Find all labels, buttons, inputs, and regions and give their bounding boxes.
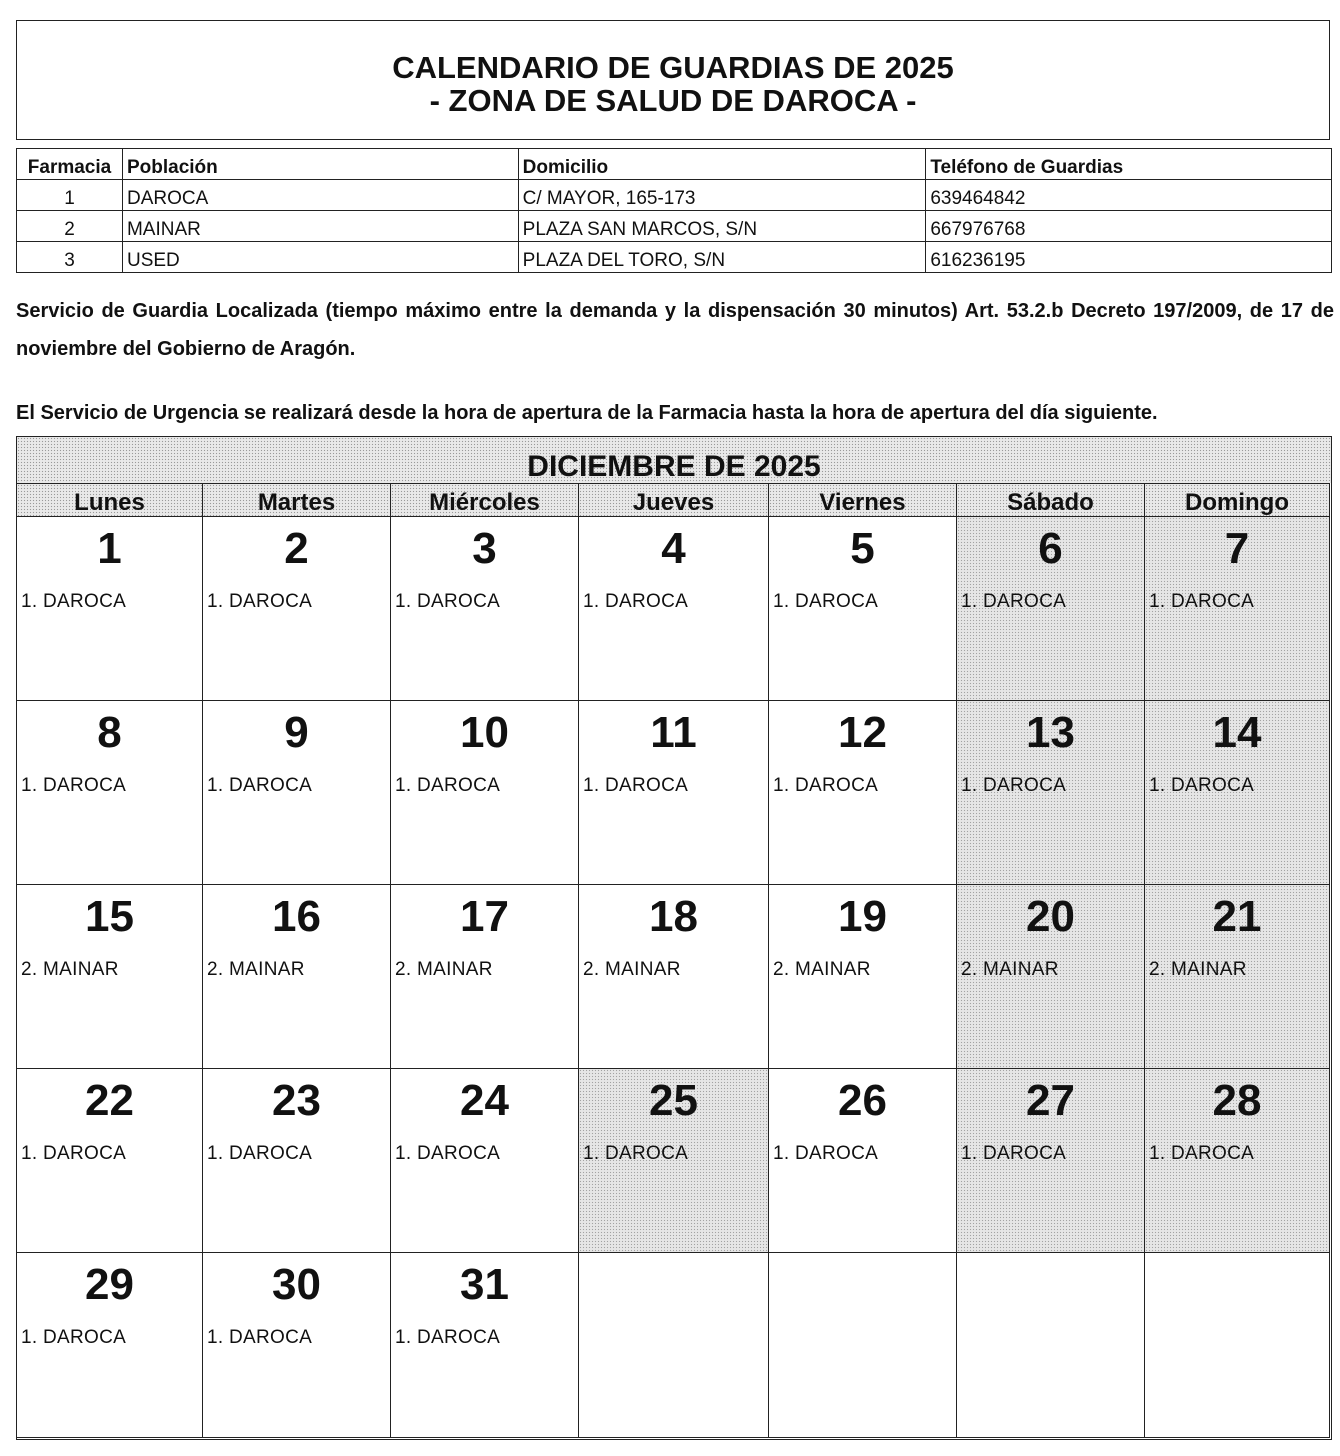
calendar-header <box>17 437 1331 483</box>
day-number: 25 <box>649 1076 698 1125</box>
day-number: 6 <box>1038 524 1063 573</box>
day-number: 29 <box>85 1260 134 1309</box>
poblacion: MAINAR <box>122 211 518 242</box>
day-cell <box>391 1253 579 1438</box>
day-cell <box>203 1253 391 1438</box>
day-cell <box>579 517 769 701</box>
day-number: 21 <box>1212 892 1262 941</box>
day-cell <box>17 1253 203 1438</box>
day-cell <box>391 885 579 1069</box>
duty-pharmacy: 1. DAROCA <box>395 591 501 612</box>
weekday-header: Jueves <box>579 483 769 517</box>
duty-pharmacy: 2. MAINAR <box>583 959 681 980</box>
day-number: 17 <box>460 892 509 941</box>
day-number: 14 <box>1212 708 1262 757</box>
day-cell <box>1145 701 1330 885</box>
day-number: 26 <box>838 1076 887 1125</box>
duty-pharmacy: 1. DAROCA <box>21 775 127 796</box>
col-poblacion: Población <box>122 149 518 180</box>
table-row <box>17 242 1332 273</box>
day-cell <box>203 517 391 701</box>
weekday-header: Miércoles <box>391 483 579 517</box>
duty-pharmacy: 1. DAROCA <box>583 1143 689 1164</box>
day-cell <box>203 885 391 1069</box>
duty-pharmacy: 1. DAROCA <box>583 775 689 796</box>
day-cell <box>769 701 957 885</box>
day-cell <box>17 1069 203 1253</box>
day-number: 10 <box>460 708 509 757</box>
duty-pharmacy: 2. MAINAR <box>207 959 305 980</box>
domicilio: C/ MAYOR, 165-173 <box>518 180 926 211</box>
duty-pharmacy: 1. DAROCA <box>207 1143 313 1164</box>
empty-day-cell <box>1145 1253 1330 1438</box>
telefono: 639464842 <box>926 180 1332 211</box>
weekday-header: Sábado <box>957 483 1145 517</box>
telefono: 667976768 <box>926 211 1332 242</box>
day-cell <box>957 885 1145 1069</box>
duty-pharmacy: 1. DAROCA <box>961 591 1067 612</box>
day-number: 9 <box>284 708 309 757</box>
title-box <box>16 20 1330 140</box>
duty-pharmacy: 2. MAINAR <box>773 959 871 980</box>
month-title: DICIEMBRE DE 2025 <box>527 450 821 483</box>
day-number: 18 <box>649 892 698 941</box>
page-subtitle: - ZONA DE SALUD DE DAROCA - <box>429 83 917 118</box>
day-cell <box>391 1069 579 1253</box>
day-cell <box>579 701 769 885</box>
table-row <box>17 180 1332 211</box>
day-cell <box>203 1069 391 1253</box>
day-number: 8 <box>97 708 122 757</box>
day-number: 30 <box>272 1260 321 1309</box>
day-number: 2 <box>284 524 309 573</box>
day-number: 19 <box>838 892 887 941</box>
weekday-header: Domingo <box>1145 483 1330 517</box>
duty-pharmacy: 1. DAROCA <box>583 591 689 612</box>
day-number: 5 <box>850 524 875 573</box>
duty-pharmacy: 1. DAROCA <box>961 775 1067 796</box>
empty-day-cell <box>957 1253 1145 1438</box>
day-number: 28 <box>1212 1076 1262 1125</box>
day-number: 20 <box>1026 892 1075 941</box>
domicilio: PLAZA DEL TORO, S/N <box>518 242 926 273</box>
day-number: 16 <box>272 892 321 941</box>
day-cell <box>391 517 579 701</box>
table-row <box>17 211 1332 242</box>
duty-pharmacy: 1. DAROCA <box>395 775 501 796</box>
duty-pharmacy: 1. DAROCA <box>1149 1143 1255 1164</box>
duty-pharmacy: 2. MAINAR <box>395 959 493 980</box>
day-cell <box>579 1069 769 1253</box>
farmacia-num: 3 <box>17 242 123 273</box>
day-cell <box>579 885 769 1069</box>
day-cell <box>17 517 203 701</box>
duty-pharmacy: 1. DAROCA <box>1149 591 1255 612</box>
day-cell <box>391 701 579 885</box>
day-cell <box>957 1069 1145 1253</box>
duty-pharmacy: 1. DAROCA <box>773 775 879 796</box>
calendar <box>16 436 1332 1440</box>
duty-pharmacy: 1. DAROCA <box>1149 775 1255 796</box>
day-number: 27 <box>1026 1076 1075 1125</box>
urgencia-note: El Servicio de Urgencia se realizará desde la hora de apertura de la Farmacia hasta la hora de apertura del día siguiente. <box>16 402 1158 424</box>
duty-pharmacy: 2. MAINAR <box>21 959 119 980</box>
weekday-header: Viernes <box>769 483 957 517</box>
duty-pharmacy: 1. DAROCA <box>773 591 879 612</box>
day-cell <box>1145 885 1330 1069</box>
day-number: 23 <box>272 1076 321 1125</box>
day-cell <box>17 885 203 1069</box>
duty-pharmacy: 1. DAROCA <box>21 1143 127 1164</box>
day-number: 1 <box>97 524 122 573</box>
col-domicilio: Domicilio <box>518 149 926 180</box>
day-cell <box>769 885 957 1069</box>
day-number: 4 <box>661 524 686 573</box>
day-cell <box>769 517 957 701</box>
day-cell <box>1145 517 1330 701</box>
day-cell <box>957 701 1145 885</box>
day-number: 31 <box>460 1260 509 1309</box>
day-number: 13 <box>1026 708 1075 757</box>
day-number: 24 <box>460 1076 509 1125</box>
weekday-header: Lunes <box>17 483 203 517</box>
duty-pharmacy: 2. MAINAR <box>1149 959 1247 980</box>
farmacia-num: 2 <box>17 211 123 242</box>
duty-pharmacy: 1. DAROCA <box>961 1143 1067 1164</box>
day-cell <box>203 701 391 885</box>
day-cell <box>769 1069 957 1253</box>
weekday-header: Martes <box>203 483 391 517</box>
page-title: CALENDARIO DE GUARDIAS DE 2025 <box>392 50 954 85</box>
col-telefono: Teléfono de Guardias <box>926 149 1332 180</box>
poblacion: USED <box>122 242 518 273</box>
domicilio: PLAZA SAN MARCOS, S/N <box>518 211 926 242</box>
empty-day-cell <box>579 1253 769 1438</box>
day-cell <box>1145 1069 1330 1253</box>
duty-pharmacy: 2. MAINAR <box>961 959 1059 980</box>
day-number: 22 <box>85 1076 134 1125</box>
duty-pharmacy: 1. DAROCA <box>773 1143 879 1164</box>
col-farmacia: Farmacia <box>17 149 123 180</box>
duty-pharmacy: 1. DAROCA <box>207 775 313 796</box>
pharmacy-table-header <box>17 149 1332 180</box>
duty-pharmacy: 1. DAROCA <box>21 1327 127 1348</box>
day-number: 7 <box>1224 524 1250 573</box>
pharmacy-table <box>16 148 1332 273</box>
duty-pharmacy: 1. DAROCA <box>395 1143 501 1164</box>
duty-pharmacy: 1. DAROCA <box>395 1327 501 1348</box>
duty-pharmacy: 1. DAROCA <box>21 591 127 612</box>
duty-pharmacy: 1. DAROCA <box>207 591 313 612</box>
day-cell <box>17 701 203 885</box>
day-number: 12 <box>838 708 887 757</box>
day-number: 15 <box>85 892 134 941</box>
day-number: 11 <box>650 708 697 757</box>
telefono: 616236195 <box>926 242 1332 273</box>
empty-day-cell <box>769 1253 957 1438</box>
day-cell <box>957 517 1145 701</box>
guardia-note: Servicio de Guardia Localizada (tiempo máximo entre la demanda y la dispensación 30 minutos) Art. 53.2.b Decreto 197/2009, de 17 de noviembre del Gobierno de Aragón. <box>16 300 1334 360</box>
farmacia-num: 1 <box>17 180 123 211</box>
day-number: 3 <box>472 524 497 573</box>
poblacion: DAROCA <box>122 180 518 211</box>
duty-pharmacy: 1. DAROCA <box>207 1327 313 1348</box>
